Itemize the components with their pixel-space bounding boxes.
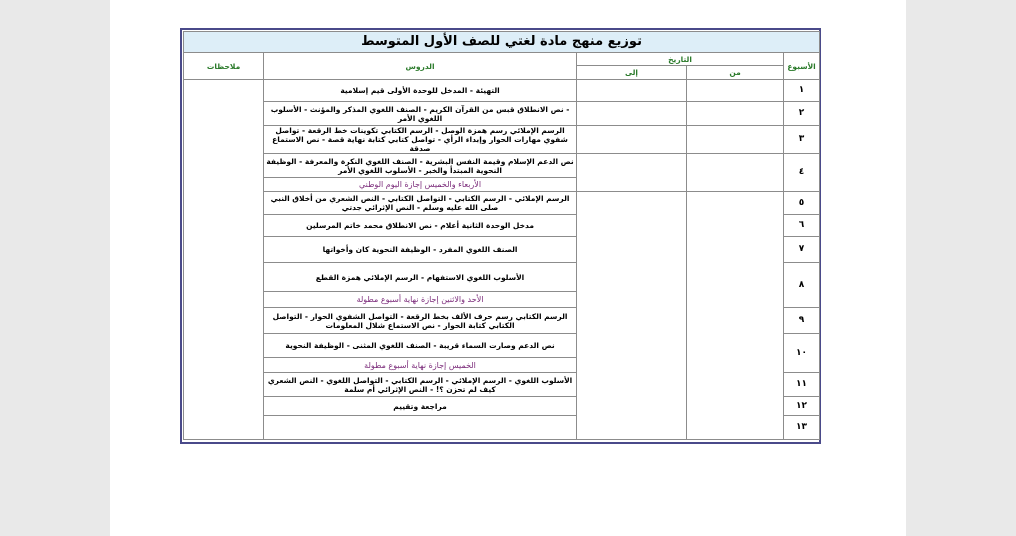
week-number: ١٠ bbox=[784, 334, 820, 373]
lesson-cell: الرسم الكتابي رسم حرف الألف بخط الرقعة - التواصل الشفوي الحوار - التواصل الكتابي كتابة الحوار - نص الاستماع شلال المعلومات bbox=[264, 308, 577, 334]
lesson-cell: الصنف اللغوي المفرد - الوظيفة النحوية كان وأخواتها bbox=[264, 237, 577, 263]
from-cell bbox=[687, 126, 784, 154]
week-number: ٤ bbox=[784, 154, 820, 192]
from-cell bbox=[687, 154, 784, 192]
holiday-note: الأحد والاثنين إجازة نهاية أسبوع مطولة bbox=[264, 292, 577, 308]
lesson-cell: نص الدعم وصارت السماء قريبة - الصنف اللغوي المثنى - الوظيفة النحوية bbox=[264, 334, 577, 358]
week-number: ٥ bbox=[784, 192, 820, 215]
lesson-cell: الرسم الإملائي - الرسم الكتابي - التواصل الكتابي - النص الشعري من أخلاق النبي صلى الله عليه وسلم - النص الإثرائي جدتي bbox=[264, 192, 577, 215]
from-cell bbox=[687, 102, 784, 126]
holiday-note: الخميس إجازة نهاية أسبوع مطولة bbox=[264, 358, 577, 373]
lesson-cell: التهيئة - المدخل للوحدة الأولى قيم إسلامية bbox=[264, 80, 577, 102]
lesson-cell: مراجعة وتقييم bbox=[264, 397, 577, 416]
from-cell bbox=[264, 416, 577, 440]
week-number: ١٢ bbox=[784, 397, 820, 416]
lesson-cell: الأسلوب اللغوي الاستفهام - الرسم الإملائي همزة القطع bbox=[264, 263, 577, 292]
lesson-cell: مدخل الوحدة الثانية أعلام - نص الانطلاق محمد خاتم المرسلين bbox=[264, 215, 577, 237]
week-number: ٣ bbox=[784, 126, 820, 154]
curriculum-table bbox=[183, 31, 820, 440]
lesson-cell: الرسم الإملائي رسم همزة الوصل - الرسم الكتابي تكوينات خط الرقعة - تواصل شفوي مهارات الحوار وإبداء الرأي - تواصل كتابي كتابة نهاية قصة - نص الاستماع صدقة bbox=[264, 126, 577, 154]
week-number: ١٣ bbox=[784, 416, 820, 440]
holiday-note: الأربعاء والخميس إجازة اليوم الوطني bbox=[264, 178, 577, 192]
page-title: توزيع منهج مادة لغتي للصف الأول المتوسط bbox=[184, 32, 820, 53]
week-number: ١ bbox=[784, 80, 820, 102]
week-header: الأسبوع bbox=[784, 53, 820, 80]
week-number: ٩ bbox=[784, 308, 820, 334]
week-number: ٢ bbox=[784, 102, 820, 126]
week-number: ٧ bbox=[784, 237, 820, 263]
to-cell bbox=[577, 192, 687, 440]
to-header: إلى bbox=[577, 66, 687, 80]
week-number: ٦ bbox=[784, 215, 820, 237]
to-cell bbox=[577, 154, 687, 192]
from-header: من bbox=[687, 66, 784, 80]
week-number: ٨ bbox=[784, 263, 820, 308]
notes-header: ملاحظات bbox=[184, 53, 264, 80]
date-header: التاريخ bbox=[577, 53, 784, 66]
lessons-header: الدروس bbox=[264, 53, 577, 80]
lesson-cell: نص الدعم الإسلام وقيمة النفس البشرية - الصنف اللغوي النكرة والمعرفة - الوظيفة النحوية المبتدأ والخبر - الأسلوب اللغوي الأمر bbox=[264, 154, 577, 178]
from-cell bbox=[687, 192, 784, 440]
to-cell bbox=[577, 80, 687, 102]
from-cell bbox=[687, 80, 784, 102]
to-cell bbox=[577, 126, 687, 154]
week-number: ١١ bbox=[784, 373, 820, 397]
notes-cell bbox=[184, 80, 264, 440]
lesson-cell: الأسلوب اللغوي - الرسم الإملائي - الرسم الكتابي - التواصل اللغوي - النص الشعري كيف لم تحزن ؟! - النص الإثرائي أم سلمة bbox=[264, 373, 577, 397]
to-cell bbox=[577, 102, 687, 126]
lesson-cell: - نص الانطلاق قبس من القرآن الكريم - الصنف اللغوي المذكر والمؤنث - الأسلوب اللغوي الأمر bbox=[264, 102, 577, 126]
